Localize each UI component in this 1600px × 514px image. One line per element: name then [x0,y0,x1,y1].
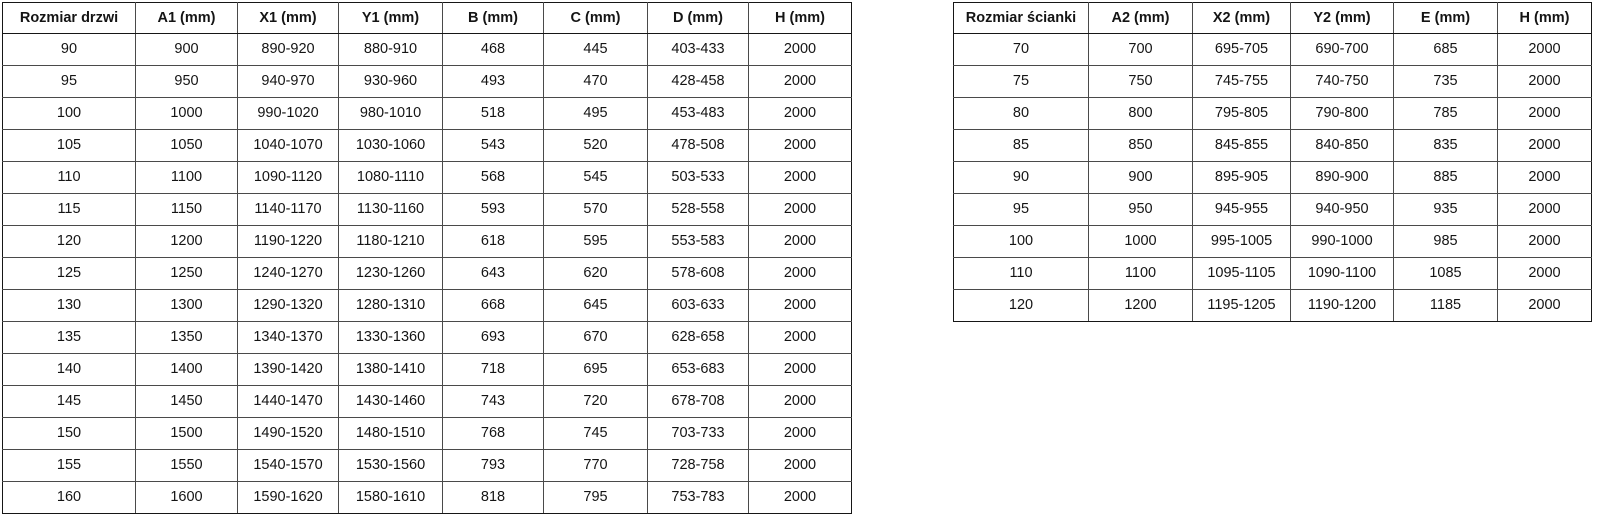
table-cell: 545 [544,162,648,194]
table-cell: 2000 [1498,34,1592,66]
table-cell: 2000 [749,450,852,482]
table-cell: 493 [443,66,544,98]
table-cell: 800 [1089,98,1193,130]
table-cell: 840-850 [1291,130,1394,162]
table-cell: 125 [3,258,136,290]
table-cell: 1095-1105 [1193,258,1291,290]
table-cell: 80 [954,98,1089,130]
table-cell: 1390-1420 [238,354,339,386]
table-cell: 570 [544,194,648,226]
table-cell: 1490-1520 [238,418,339,450]
table-cell: 2000 [1498,226,1592,258]
table-cell: 1040-1070 [238,130,339,162]
table-cell: 950 [1089,194,1193,226]
header-row [954,3,1592,34]
table-cell: 785 [1394,98,1498,130]
table-cell: 110 [954,258,1089,290]
header-row [3,3,852,34]
table-cell: 2000 [749,162,852,194]
table-cell: 2000 [1498,194,1592,226]
table-cell: 995-1005 [1193,226,1291,258]
table-cell: 1430-1460 [339,386,443,418]
table-row [3,482,852,514]
table-cell: 1230-1260 [339,258,443,290]
table-cell: 2000 [1498,98,1592,130]
table-row [3,162,852,194]
table-cell: 720 [544,386,648,418]
table-cell: 95 [954,194,1089,226]
table-cell: 1080-1110 [339,162,443,194]
column-header: Rozmiar ścianki [954,3,1089,34]
table-cell: 1350 [136,322,238,354]
table-cell: 1000 [136,98,238,130]
table-row [3,98,852,130]
table-cell: 790-800 [1291,98,1394,130]
table-cell: 940-970 [238,66,339,98]
table-cell: 645 [544,290,648,322]
table-cell: 95 [3,66,136,98]
table-cell: 628-658 [648,322,749,354]
table-cell: 1440-1470 [238,386,339,418]
column-header: D (mm) [648,3,749,34]
table-cell: 1140-1170 [238,194,339,226]
table-cell: 85 [954,130,1089,162]
table-cell: 1480-1510 [339,418,443,450]
table-cell: 718 [443,354,544,386]
table-row [3,290,852,322]
table-cell: 445 [544,34,648,66]
table-cell: 980-1010 [339,98,443,130]
column-header: X1 (mm) [238,3,339,34]
table-cell: 880-910 [339,34,443,66]
table-cell: 2000 [1498,258,1592,290]
table-row [3,66,852,98]
table-cell: 90 [3,34,136,66]
table-cell: 2000 [1498,162,1592,194]
table-row [3,354,852,386]
table-cell: 593 [443,194,544,226]
table-cell: 105 [3,130,136,162]
table-cell: 1190-1200 [1291,290,1394,322]
table-cell: 1185 [1394,290,1498,322]
table-cell: 845-855 [1193,130,1291,162]
table-cell: 678-708 [648,386,749,418]
table-cell: 1090-1100 [1291,258,1394,290]
table-cell: 1190-1220 [238,226,339,258]
column-header: Y2 (mm) [1291,3,1394,34]
table-cell: 1200 [1089,290,1193,322]
table-row [3,386,852,418]
table-row [954,162,1592,194]
table-cell: 768 [443,418,544,450]
table-cell: 2000 [749,130,852,162]
column-header: X2 (mm) [1193,3,1291,34]
table-cell: 835 [1394,130,1498,162]
table-cell: 2000 [1498,290,1592,322]
table-cell: 130 [3,290,136,322]
table-cell: 900 [136,34,238,66]
column-header: Rozmiar drzwi [3,3,136,34]
table-row [3,258,852,290]
table-cell: 620 [544,258,648,290]
table-cell: 950 [136,66,238,98]
table-cell: 100 [3,98,136,130]
table-cell: 140 [3,354,136,386]
table-cell: 468 [443,34,544,66]
table-cell: 1580-1610 [339,482,443,514]
table-cell: 740-750 [1291,66,1394,98]
table-row [954,258,1592,290]
table-row [954,66,1592,98]
table-row [954,194,1592,226]
table-cell: 1090-1120 [238,162,339,194]
table-cell: 850 [1089,130,1193,162]
table-row [3,226,852,258]
table-cell: 1450 [136,386,238,418]
table-cell: 2000 [749,290,852,322]
table-cell: 695-705 [1193,34,1291,66]
table-cell: 2000 [749,482,852,514]
table-cell: 145 [3,386,136,418]
table-row [3,418,852,450]
table-cell: 528-558 [648,194,749,226]
column-header: A2 (mm) [1089,3,1193,34]
table-cell: 470 [544,66,648,98]
table-cell: 1195-1205 [1193,290,1291,322]
table-cell: 1380-1410 [339,354,443,386]
table-cell: 1240-1270 [238,258,339,290]
table-cell: 930-960 [339,66,443,98]
table-cell: 603-633 [648,290,749,322]
table-cell: 135 [3,322,136,354]
table-cell: 1280-1310 [339,290,443,322]
table-cell: 1590-1620 [238,482,339,514]
table-row [3,130,852,162]
table-cell: 735 [1394,66,1498,98]
table-row [954,34,1592,66]
table-cell: 890-920 [238,34,339,66]
table-cell: 2000 [1498,66,1592,98]
table-cell: 945-955 [1193,194,1291,226]
table-cell: 668 [443,290,544,322]
table-cell: 818 [443,482,544,514]
table-cell: 520 [544,130,648,162]
table-cell: 1530-1560 [339,450,443,482]
table-cell: 110 [3,162,136,194]
table-cell: 885 [1394,162,1498,194]
table-cell: 2000 [749,66,852,98]
table-cell: 728-758 [648,450,749,482]
table-cell: 120 [954,290,1089,322]
table-cell: 985 [1394,226,1498,258]
table-cell: 1330-1360 [339,322,443,354]
table-cell: 518 [443,98,544,130]
table-cell: 1150 [136,194,238,226]
table-cell: 2000 [749,258,852,290]
table-cell: 155 [3,450,136,482]
table-cell: 1600 [136,482,238,514]
table-cell: 690-700 [1291,34,1394,66]
door-sizes-table [2,2,852,514]
table-cell: 990-1020 [238,98,339,130]
table-cell: 543 [443,130,544,162]
table-cell: 770 [544,450,648,482]
table-cell: 745 [544,418,648,450]
table-row [3,322,852,354]
table-cell: 1050 [136,130,238,162]
table-cell: 1340-1370 [238,322,339,354]
table-cell: 2000 [1498,130,1592,162]
table-cell: 553-583 [648,226,749,258]
table-row [954,290,1592,322]
table-cell: 595 [544,226,648,258]
table-cell: 703-733 [648,418,749,450]
table-cell: 2000 [749,226,852,258]
table-cell: 935 [1394,194,1498,226]
table-cell: 568 [443,162,544,194]
table-cell: 428-458 [648,66,749,98]
table-cell: 1100 [136,162,238,194]
wall-table-header [954,3,1592,34]
table-cell: 478-508 [648,130,749,162]
table-cell: 670 [544,322,648,354]
table-cell: 2000 [749,386,852,418]
table-row [954,98,1592,130]
door-table-body [3,34,852,514]
table-cell: 1300 [136,290,238,322]
wall-table-body [954,34,1592,322]
column-header: Y1 (mm) [339,3,443,34]
table-cell: 100 [954,226,1089,258]
table-cell: 1030-1060 [339,130,443,162]
table-cell: 1400 [136,354,238,386]
column-header: H (mm) [1498,3,1592,34]
wall-sizes-table [953,2,1592,322]
table-cell: 685 [1394,34,1498,66]
table-cell: 643 [443,258,544,290]
table-row [3,34,852,66]
table-cell: 1200 [136,226,238,258]
table-cell: 115 [3,194,136,226]
table-cell: 1085 [1394,258,1498,290]
table-cell: 1500 [136,418,238,450]
table-cell: 795-805 [1193,98,1291,130]
column-header: B (mm) [443,3,544,34]
table-cell: 2000 [749,194,852,226]
column-header: A1 (mm) [136,3,238,34]
table-cell: 160 [3,482,136,514]
table-cell: 795 [544,482,648,514]
table-cell: 618 [443,226,544,258]
table-cell: 890-900 [1291,162,1394,194]
table-cell: 693 [443,322,544,354]
table-cell: 940-950 [1291,194,1394,226]
table-cell: 90 [954,162,1089,194]
table-cell: 653-683 [648,354,749,386]
table-cell: 1100 [1089,258,1193,290]
table-cell: 453-483 [648,98,749,130]
table-row [954,130,1592,162]
table-row [3,450,852,482]
column-header: H (mm) [749,3,852,34]
table-cell: 1180-1210 [339,226,443,258]
table-cell: 1000 [1089,226,1193,258]
table-cell: 150 [3,418,136,450]
table-cell: 2000 [749,34,852,66]
table-cell: 578-608 [648,258,749,290]
table-cell: 700 [1089,34,1193,66]
table-row [954,226,1592,258]
table-cell: 1130-1160 [339,194,443,226]
table-cell: 745-755 [1193,66,1291,98]
table-cell: 2000 [749,322,852,354]
table-cell: 2000 [749,418,852,450]
table-cell: 503-533 [648,162,749,194]
table-cell: 990-1000 [1291,226,1394,258]
table-cell: 70 [954,34,1089,66]
table-cell: 75 [954,66,1089,98]
table-cell: 750 [1089,66,1193,98]
table-cell: 900 [1089,162,1193,194]
table-cell: 1540-1570 [238,450,339,482]
table-cell: 120 [3,226,136,258]
table-cell: 695 [544,354,648,386]
table-cell: 2000 [749,98,852,130]
table-cell: 403-433 [648,34,749,66]
table-cell: 1250 [136,258,238,290]
table-cell: 495 [544,98,648,130]
table-cell: 895-905 [1193,162,1291,194]
table-cell: 2000 [749,354,852,386]
column-header: C (mm) [544,3,648,34]
table-cell: 743 [443,386,544,418]
table-cell: 1290-1320 [238,290,339,322]
table-cell: 1550 [136,450,238,482]
table-cell: 793 [443,450,544,482]
door-table-header [3,3,852,34]
column-header: E (mm) [1394,3,1498,34]
table-cell: 753-783 [648,482,749,514]
table-row [3,194,852,226]
